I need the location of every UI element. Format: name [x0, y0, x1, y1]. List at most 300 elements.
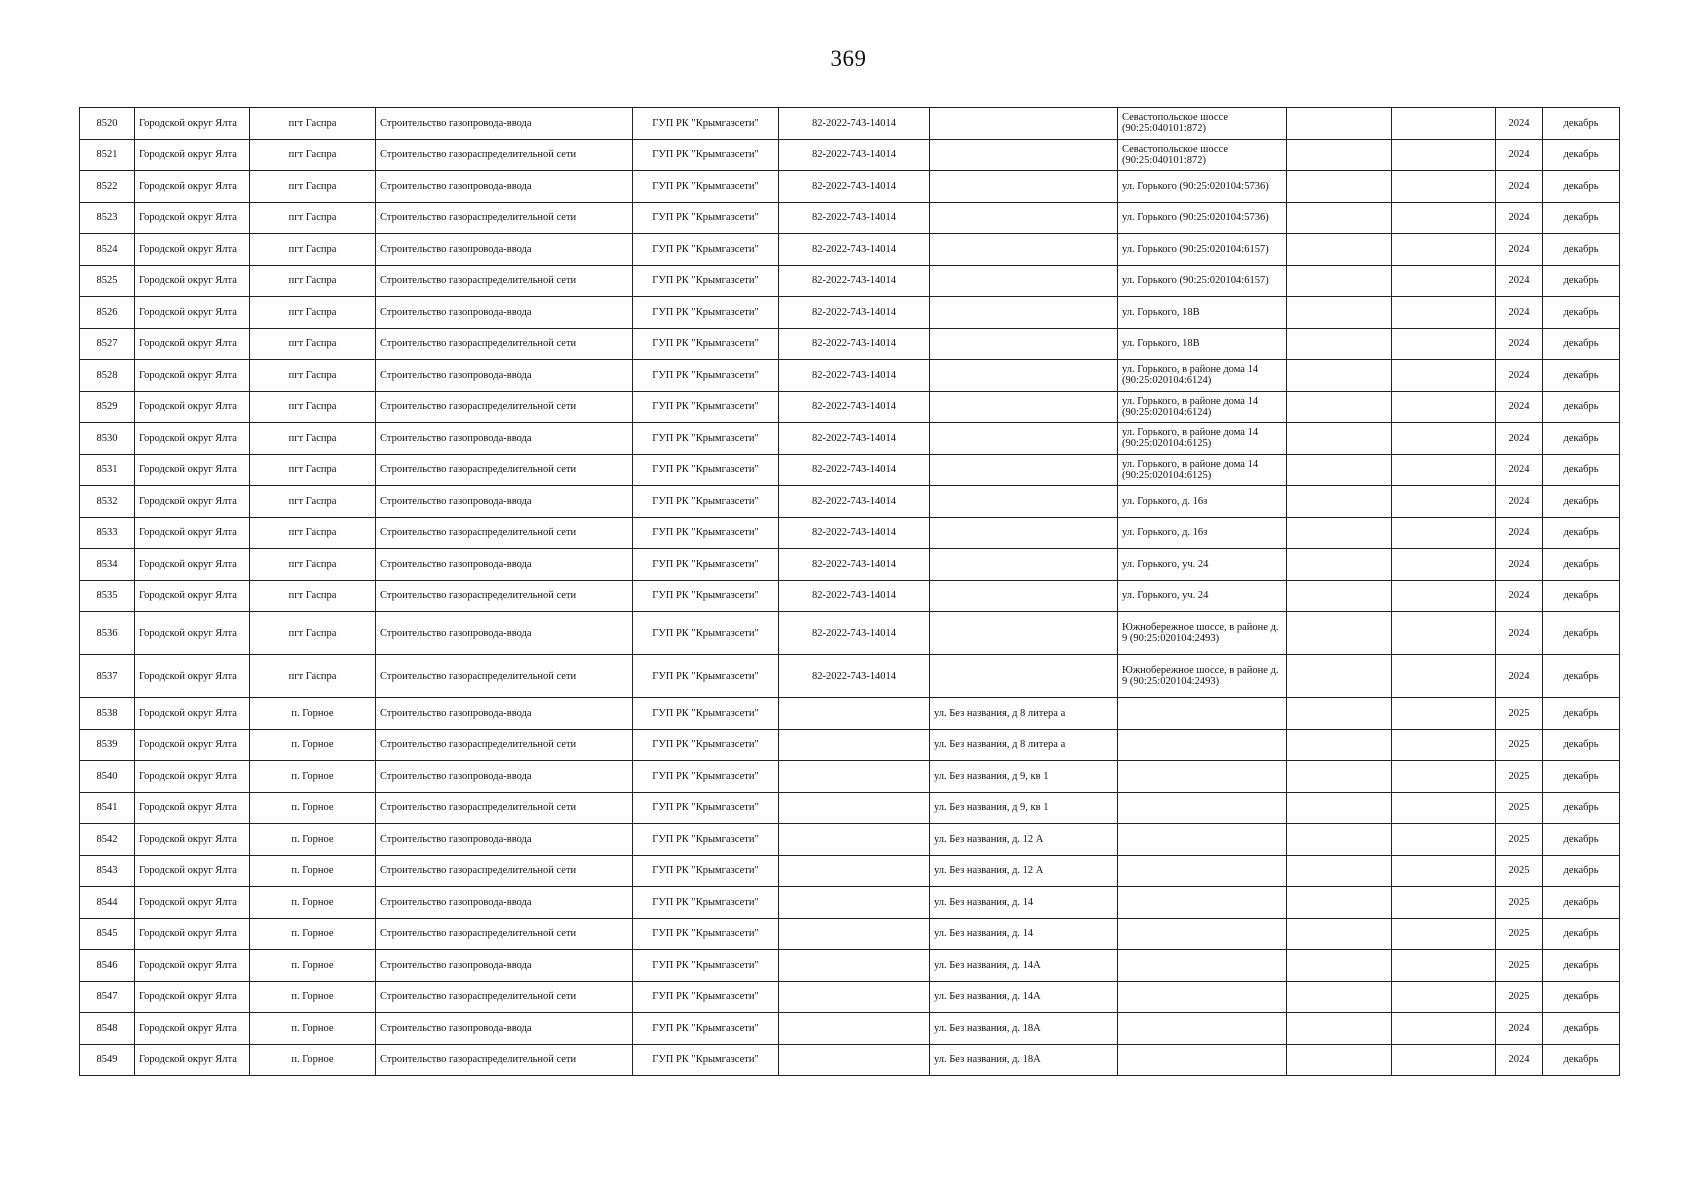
settlement-cell: п. Горное [250, 698, 376, 730]
district-cell: Городской округ Ялта [135, 234, 250, 266]
row-number: 8528 [80, 360, 135, 392]
organization-cell: ГУП РК "Крымгазсети" [633, 486, 779, 518]
work-type-cell: Строительство газораспределительной сети [376, 139, 633, 171]
month-cell: декабрь [1543, 234, 1620, 266]
organization-cell: ГУП РК "Крымгазсети" [633, 855, 779, 887]
month-cell: декабрь [1543, 265, 1620, 297]
work-type-cell: Строительство газораспределительной сети [376, 265, 633, 297]
empty-cell [1287, 108, 1392, 140]
settlement-cell: п. Горное [250, 729, 376, 761]
settlement-cell: пгт Гаспра [250, 234, 376, 266]
address-cadastral-cell [1118, 761, 1287, 793]
empty-cell [1287, 655, 1392, 698]
empty-cell [1392, 391, 1496, 423]
work-type-cell: Строительство газопровода-ввода [376, 297, 633, 329]
month-cell: декабрь [1543, 761, 1620, 793]
address-cadastral-cell [1118, 1044, 1287, 1076]
work-type-cell: Строительство газопровода-ввода [376, 824, 633, 856]
district-cell: Городской округ Ялта [135, 423, 250, 455]
work-type-cell: Строительство газопровода-ввода [376, 486, 633, 518]
settlement-cell: п. Горное [250, 887, 376, 919]
organization-cell: ГУП РК "Крымгазсети" [633, 950, 779, 982]
settlement-cell: пгт Гаспра [250, 580, 376, 612]
organization-cell: ГУП РК "Крымгазсети" [633, 612, 779, 655]
work-type-cell: Строительство газопровода-ввода [376, 761, 633, 793]
address-cell [930, 517, 1118, 549]
empty-cell [1287, 423, 1392, 455]
empty-cell [1287, 1013, 1392, 1045]
year-cell: 2024 [1496, 454, 1543, 486]
address-cell [930, 486, 1118, 518]
settlement-cell: пгт Гаспра [250, 655, 376, 698]
year-cell: 2025 [1496, 918, 1543, 950]
year-cell: 2024 [1496, 486, 1543, 518]
table-row [80, 454, 1620, 486]
settlement-cell: пгт Гаспра [250, 549, 376, 581]
empty-cell [1287, 887, 1392, 919]
month-cell: декабрь [1543, 486, 1620, 518]
row-number: 8520 [80, 108, 135, 140]
settlement-cell: пгт Гаспра [250, 612, 376, 655]
empty-cell [1392, 139, 1496, 171]
district-cell: Городской округ Ялта [135, 202, 250, 234]
address-cadastral-cell: ул. Горького, 18В [1118, 297, 1287, 329]
row-number: 8524 [80, 234, 135, 266]
address-cadastral-cell: ул. Горького, уч. 24 [1118, 580, 1287, 612]
program-code-cell [779, 792, 930, 824]
organization-cell: ГУП РК "Крымгазсети" [633, 655, 779, 698]
settlement-cell: п. Горное [250, 761, 376, 793]
year-cell: 2024 [1496, 1013, 1543, 1045]
year-cell: 2024 [1496, 549, 1543, 581]
program-code-cell: 82-2022-743-14014 [779, 486, 930, 518]
organization-cell: ГУП РК "Крымгазсети" [633, 202, 779, 234]
district-cell: Городской округ Ялта [135, 297, 250, 329]
year-cell: 2025 [1496, 950, 1543, 982]
address-cadastral-cell: ул. Горького, в районе дома 14 (90:25:020104:6125) [1118, 454, 1287, 486]
district-cell: Городской округ Ялта [135, 887, 250, 919]
settlement-cell: пгт Гаспра [250, 454, 376, 486]
address-cell [930, 171, 1118, 203]
year-cell: 2024 [1496, 517, 1543, 549]
empty-cell [1287, 981, 1392, 1013]
organization-cell: ГУП РК "Крымгазсети" [633, 792, 779, 824]
organization-cell: ГУП РК "Крымгазсети" [633, 265, 779, 297]
empty-cell [1392, 234, 1496, 266]
row-number: 8533 [80, 517, 135, 549]
empty-cell [1287, 360, 1392, 392]
year-cell: 2025 [1496, 698, 1543, 730]
year-cell: 2024 [1496, 234, 1543, 266]
district-cell: Городской округ Ялта [135, 655, 250, 698]
empty-cell [1287, 549, 1392, 581]
work-type-cell: Строительство газопровода-ввода [376, 549, 633, 581]
month-cell: декабрь [1543, 981, 1620, 1013]
address-cell [930, 423, 1118, 455]
address-cadastral-cell [1118, 950, 1287, 982]
empty-cell [1287, 265, 1392, 297]
row-number: 8546 [80, 950, 135, 982]
address-cell [930, 360, 1118, 392]
empty-cell [1392, 517, 1496, 549]
row-number: 8543 [80, 855, 135, 887]
row-number: 8539 [80, 729, 135, 761]
work-type-cell: Строительство газопровода-ввода [376, 612, 633, 655]
month-cell: декабрь [1543, 824, 1620, 856]
empty-cell [1392, 887, 1496, 919]
empty-cell [1392, 454, 1496, 486]
district-cell: Городской округ Ялта [135, 981, 250, 1013]
empty-cell [1392, 297, 1496, 329]
address-cell [930, 655, 1118, 698]
table-row [80, 139, 1620, 171]
table-row [80, 297, 1620, 329]
program-code-cell [779, 824, 930, 856]
row-number: 8537 [80, 655, 135, 698]
address-cell [930, 139, 1118, 171]
program-code-cell: 82-2022-743-14014 [779, 328, 930, 360]
organization-cell: ГУП РК "Крымгазсети" [633, 549, 779, 581]
year-cell: 2024 [1496, 171, 1543, 203]
year-cell: 2024 [1496, 265, 1543, 297]
month-cell: декабрь [1543, 391, 1620, 423]
program-code-cell: 82-2022-743-14014 [779, 655, 930, 698]
row-number: 8521 [80, 139, 135, 171]
program-code-cell [779, 950, 930, 982]
settlement-cell: пгт Гаспра [250, 202, 376, 234]
table-row [80, 486, 1620, 518]
empty-cell [1392, 1013, 1496, 1045]
program-code-cell [779, 761, 930, 793]
program-code-cell [779, 729, 930, 761]
empty-cell [1392, 761, 1496, 793]
month-cell: декабрь [1543, 698, 1620, 730]
program-code-cell [779, 887, 930, 919]
year-cell: 2025 [1496, 981, 1543, 1013]
table-row [80, 108, 1620, 140]
month-cell: декабрь [1543, 655, 1620, 698]
organization-cell: ГУП РК "Крымгазсети" [633, 981, 779, 1013]
district-cell: Городской округ Ялта [135, 729, 250, 761]
empty-cell [1287, 580, 1392, 612]
address-cell [930, 328, 1118, 360]
year-cell: 2024 [1496, 1044, 1543, 1076]
address-cadastral-cell [1118, 698, 1287, 730]
year-cell: 2024 [1496, 391, 1543, 423]
organization-cell: ГУП РК "Крымгазсети" [633, 698, 779, 730]
address-cell: ул. Без названия, д. 12 А [930, 855, 1118, 887]
empty-cell [1287, 612, 1392, 655]
table-row [80, 612, 1620, 655]
month-cell: декабрь [1543, 202, 1620, 234]
month-cell: декабрь [1543, 454, 1620, 486]
district-cell: Городской округ Ялта [135, 139, 250, 171]
address-cadastral-cell [1118, 729, 1287, 761]
empty-cell [1392, 171, 1496, 203]
empty-cell [1392, 328, 1496, 360]
work-type-cell: Строительство газораспределительной сети [376, 655, 633, 698]
address-cadastral-cell: ул. Горького (90:25:020104:6157) [1118, 234, 1287, 266]
month-cell: декабрь [1543, 1044, 1620, 1076]
organization-cell: ГУП РК "Крымгазсети" [633, 729, 779, 761]
address-cell: ул. Без названия, д 9, кв 1 [930, 761, 1118, 793]
program-code-cell: 82-2022-743-14014 [779, 423, 930, 455]
row-number: 8541 [80, 792, 135, 824]
district-cell: Городской округ Ялта [135, 918, 250, 950]
empty-cell [1392, 918, 1496, 950]
work-type-cell: Строительство газораспределительной сети [376, 1044, 633, 1076]
empty-cell [1392, 698, 1496, 730]
table-row [80, 918, 1620, 950]
address-cadastral-cell: ул. Горького, д. 16з [1118, 486, 1287, 518]
address-cell [930, 454, 1118, 486]
month-cell: декабрь [1543, 887, 1620, 919]
program-code-cell: 82-2022-743-14014 [779, 454, 930, 486]
month-cell: декабрь [1543, 792, 1620, 824]
address-cadastral-cell: ул. Горького, уч. 24 [1118, 549, 1287, 581]
year-cell: 2025 [1496, 887, 1543, 919]
month-cell: декабрь [1543, 360, 1620, 392]
program-code-cell: 82-2022-743-14014 [779, 297, 930, 329]
empty-cell [1392, 792, 1496, 824]
program-code-cell: 82-2022-743-14014 [779, 139, 930, 171]
empty-cell [1287, 202, 1392, 234]
month-cell: декабрь [1543, 108, 1620, 140]
table-row [80, 171, 1620, 203]
work-type-cell: Строительство газораспределительной сети [376, 391, 633, 423]
table-row [80, 391, 1620, 423]
district-cell: Городской округ Ялта [135, 265, 250, 297]
empty-cell [1392, 486, 1496, 518]
district-cell: Городской округ Ялта [135, 171, 250, 203]
organization-cell: ГУП РК "Крымгазсети" [633, 517, 779, 549]
address-cell [930, 391, 1118, 423]
table-row [80, 517, 1620, 549]
program-code-cell [779, 981, 930, 1013]
address-cadastral-cell [1118, 1013, 1287, 1045]
settlement-cell: п. Горное [250, 855, 376, 887]
program-code-cell [779, 918, 930, 950]
table-row [80, 234, 1620, 266]
empty-cell [1392, 423, 1496, 455]
program-code-cell [779, 698, 930, 730]
empty-cell [1392, 265, 1496, 297]
address-cadastral-cell: Южнобережное шоссе, в районе д. 9 (90:25:020104:2493) [1118, 612, 1287, 655]
address-cell [930, 549, 1118, 581]
organization-cell: ГУП РК "Крымгазсети" [633, 234, 779, 266]
district-cell: Городской округ Ялта [135, 391, 250, 423]
row-number: 8530 [80, 423, 135, 455]
month-cell: декабрь [1543, 918, 1620, 950]
work-type-cell: Строительство газопровода-ввода [376, 1013, 633, 1045]
address-cell: ул. Без названия, д 8 литера а [930, 729, 1118, 761]
settlement-cell: пгт Гаспра [250, 486, 376, 518]
month-cell: декабрь [1543, 423, 1620, 455]
program-code-cell [779, 1013, 930, 1045]
year-cell: 2025 [1496, 761, 1543, 793]
address-cadastral-cell: ул. Горького, в районе дома 14 (90:25:020104:6124) [1118, 360, 1287, 392]
work-type-cell: Строительство газопровода-ввода [376, 108, 633, 140]
settlement-cell: п. Горное [250, 950, 376, 982]
year-cell: 2024 [1496, 655, 1543, 698]
work-type-cell: Строительство газопровода-ввода [376, 234, 633, 266]
address-cell [930, 234, 1118, 266]
program-code-cell: 82-2022-743-14014 [779, 580, 930, 612]
row-number: 8532 [80, 486, 135, 518]
organization-cell: ГУП РК "Крымгазсети" [633, 887, 779, 919]
empty-cell [1287, 824, 1392, 856]
empty-cell [1392, 855, 1496, 887]
settlement-cell: пгт Гаспра [250, 360, 376, 392]
year-cell: 2024 [1496, 328, 1543, 360]
table-row [80, 549, 1620, 581]
registry-table [79, 107, 1620, 1076]
row-number: 8523 [80, 202, 135, 234]
table-row [80, 729, 1620, 761]
program-code-cell: 82-2022-743-14014 [779, 549, 930, 581]
address-cell: ул. Без названия, д. 12 А [930, 824, 1118, 856]
month-cell: декабрь [1543, 297, 1620, 329]
work-type-cell: Строительство газораспределительной сети [376, 517, 633, 549]
organization-cell: ГУП РК "Крымгазсети" [633, 171, 779, 203]
table-row [80, 1013, 1620, 1045]
table-row [80, 328, 1620, 360]
district-cell: Городской округ Ялта [135, 698, 250, 730]
row-number: 8534 [80, 549, 135, 581]
address-cadastral-cell: ул. Горького, д. 16з [1118, 517, 1287, 549]
table-row [80, 265, 1620, 297]
organization-cell: ГУП РК "Крымгазсети" [633, 328, 779, 360]
address-cell: ул. Без названия, д 8 литера а [930, 698, 1118, 730]
address-cadastral-cell [1118, 792, 1287, 824]
empty-cell [1287, 950, 1392, 982]
program-code-cell: 82-2022-743-14014 [779, 391, 930, 423]
row-number: 8549 [80, 1044, 135, 1076]
organization-cell: ГУП РК "Крымгазсети" [633, 580, 779, 612]
district-cell: Городской округ Ялта [135, 454, 250, 486]
address-cadastral-cell: ул. Горького (90:25:020104:5736) [1118, 171, 1287, 203]
address-cadastral-cell [1118, 887, 1287, 919]
empty-cell [1392, 360, 1496, 392]
page-number: 369 [830, 46, 867, 71]
row-number: 8545 [80, 918, 135, 950]
program-code-cell: 82-2022-743-14014 [779, 265, 930, 297]
table-row [80, 202, 1620, 234]
district-cell: Городской округ Ялта [135, 108, 250, 140]
row-number: 8526 [80, 297, 135, 329]
address-cell: ул. Без названия, д. 18А [930, 1013, 1118, 1045]
row-number: 8527 [80, 328, 135, 360]
row-number: 8540 [80, 761, 135, 793]
table-row [80, 761, 1620, 793]
address-cadastral-cell [1118, 918, 1287, 950]
row-number: 8548 [80, 1013, 135, 1045]
program-code-cell [779, 1044, 930, 1076]
work-type-cell: Строительство газопровода-ввода [376, 423, 633, 455]
table-row [80, 360, 1620, 392]
organization-cell: ГУП РК "Крымгазсети" [633, 824, 779, 856]
district-cell: Городской округ Ялта [135, 360, 250, 392]
address-cell: ул. Без названия, д. 14А [930, 950, 1118, 982]
work-type-cell: Строительство газораспределительной сети [376, 792, 633, 824]
table-row [80, 423, 1620, 455]
empty-cell [1392, 655, 1496, 698]
row-number: 8542 [80, 824, 135, 856]
empty-cell [1287, 328, 1392, 360]
district-cell: Городской округ Ялта [135, 580, 250, 612]
work-type-cell: Строительство газопровода-ввода [376, 360, 633, 392]
empty-cell [1392, 108, 1496, 140]
address-cadastral-cell: ул. Горького (90:25:020104:6157) [1118, 265, 1287, 297]
year-cell: 2024 [1496, 360, 1543, 392]
address-cell [930, 202, 1118, 234]
organization-cell: ГУП РК "Крымгазсети" [633, 139, 779, 171]
address-cadastral-cell: ул. Горького, 18В [1118, 328, 1287, 360]
settlement-cell: п. Горное [250, 981, 376, 1013]
district-cell: Городской округ Ялта [135, 1013, 250, 1045]
table-row [80, 887, 1620, 919]
program-code-cell: 82-2022-743-14014 [779, 108, 930, 140]
empty-cell [1287, 918, 1392, 950]
organization-cell: ГУП РК "Крымгазсети" [633, 360, 779, 392]
organization-cell: ГУП РК "Крымгазсети" [633, 454, 779, 486]
district-cell: Городской округ Ялта [135, 517, 250, 549]
empty-cell [1392, 729, 1496, 761]
address-cadastral-cell: ул. Горького (90:25:020104:5736) [1118, 202, 1287, 234]
empty-cell [1392, 981, 1496, 1013]
row-number: 8538 [80, 698, 135, 730]
settlement-cell: п. Горное [250, 1013, 376, 1045]
year-cell: 2024 [1496, 423, 1543, 455]
program-code-cell: 82-2022-743-14014 [779, 612, 930, 655]
settlement-cell: п. Горное [250, 792, 376, 824]
empty-cell [1287, 234, 1392, 266]
table-row [80, 824, 1620, 856]
organization-cell: ГУП РК "Крымгазсети" [633, 1013, 779, 1045]
address-cell: ул. Без названия, д. 14 [930, 918, 1118, 950]
empty-cell [1287, 698, 1392, 730]
program-code-cell: 82-2022-743-14014 [779, 202, 930, 234]
year-cell: 2024 [1496, 297, 1543, 329]
empty-cell [1392, 1044, 1496, 1076]
table-row [80, 1044, 1620, 1076]
table-row [80, 981, 1620, 1013]
table-row [80, 580, 1620, 612]
settlement-cell: пгт Гаспра [250, 108, 376, 140]
month-cell: декабрь [1543, 549, 1620, 581]
address-cell [930, 612, 1118, 655]
settlement-cell: п. Горное [250, 824, 376, 856]
district-cell: Городской округ Ялта [135, 486, 250, 518]
program-code-cell: 82-2022-743-14014 [779, 234, 930, 266]
work-type-cell: Строительство газопровода-ввода [376, 171, 633, 203]
month-cell: декабрь [1543, 580, 1620, 612]
empty-cell [1287, 297, 1392, 329]
empty-cell [1287, 171, 1392, 203]
district-cell: Городской округ Ялта [135, 824, 250, 856]
address-cadastral-cell: Южнобережное шоссе, в районе д. 9 (90:25:020104:2493) [1118, 655, 1287, 698]
month-cell: декабрь [1543, 171, 1620, 203]
settlement-cell: пгт Гаспра [250, 139, 376, 171]
empty-cell [1287, 761, 1392, 793]
address-cell [930, 297, 1118, 329]
row-number: 8522 [80, 171, 135, 203]
organization-cell: ГУП РК "Крымгазсети" [633, 918, 779, 950]
year-cell: 2024 [1496, 202, 1543, 234]
year-cell: 2025 [1496, 824, 1543, 856]
row-number: 8544 [80, 887, 135, 919]
year-cell: 2025 [1496, 792, 1543, 824]
